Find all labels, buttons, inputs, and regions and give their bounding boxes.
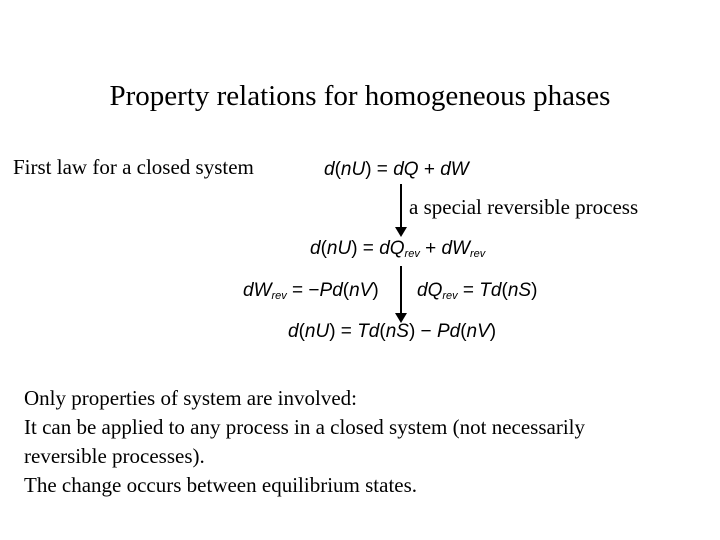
equation-fundamental: d(nU) = Td(nS) − Pd(nV)	[288, 321, 497, 342]
notes-block	[24, 384, 704, 500]
note-line: Only properties of system are involved:	[24, 386, 358, 410]
first-law-label: First law for a closed system	[13, 155, 254, 179]
note-line: The change occurs between equilibrium states.	[24, 473, 418, 497]
note-line: It can be applied to any process in a closed system (not necessarily	[24, 415, 585, 439]
equation-work: $dW_{rev} = -Pd(nV)$	[243, 280, 379, 302]
slide-title: Property relations for homogeneous phases	[109, 80, 611, 112]
equation-first-law: d(nU) = dQ + dW	[324, 159, 469, 180]
note-line: reversible processes).	[24, 444, 205, 468]
equation-reversible: $d(nU) = dQ_{rev} + dW_{rev}$	[310, 238, 486, 260]
special-process-label: a special reversible process	[409, 195, 639, 219]
down-arrow-icon	[400, 266, 402, 314]
equation-heat: $dQ_{rev} = Td(nS)$	[417, 280, 538, 302]
down-arrow-icon	[400, 184, 402, 228]
